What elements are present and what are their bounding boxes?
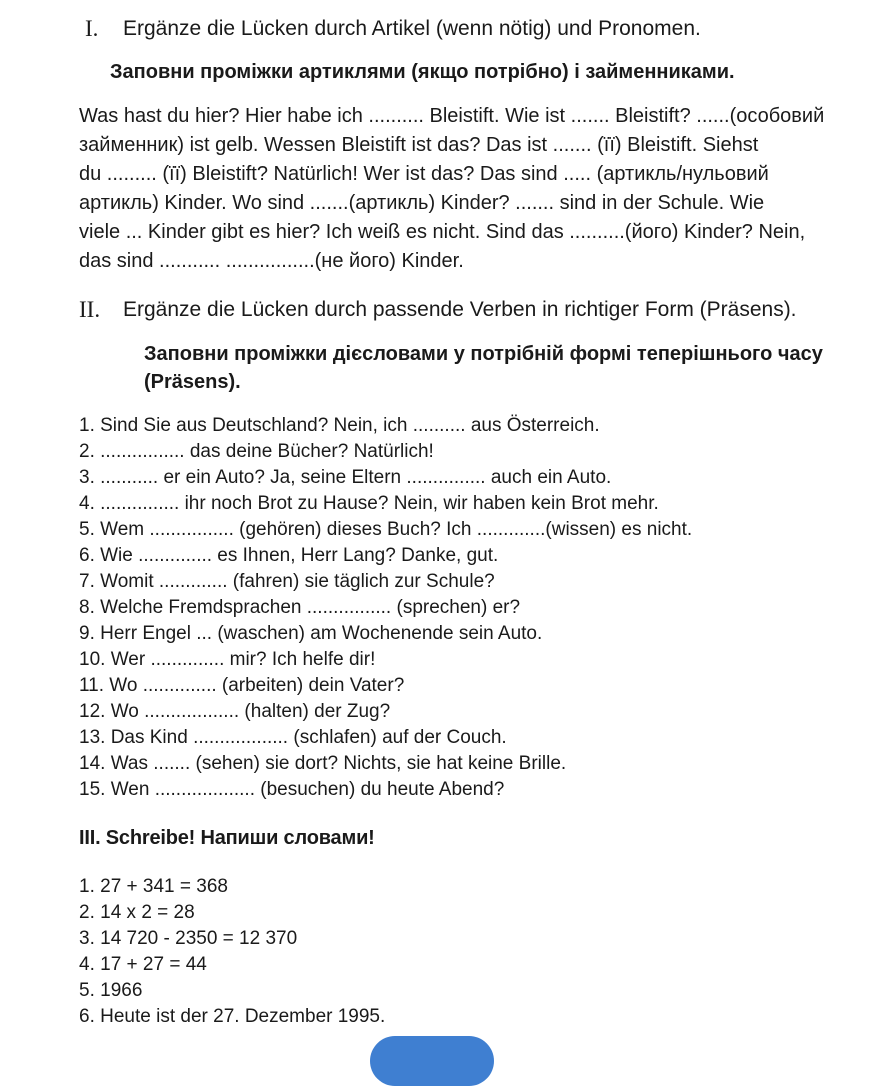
list-item: 4. 17 + 27 = 44 [79,954,207,975]
section-3-title: III. Schreibe! Напиши словами! [79,827,375,849]
list-item: 5. 1966 [79,980,143,1001]
section-1-number: I. [85,16,99,41]
list-item: 12. Wo .................. (halten) der Zug? [79,701,391,722]
paragraph-line: das sind ........... ................(не його) Kinder. [79,250,464,272]
list-item: 4. ............... ihr noch Brot zu Hause? Nein, wir haben kein Brot mehr. [79,493,659,514]
list-item: 1. Sind Sie aus Deutschland? Nein, ich .......... aus Österreich. [79,415,600,436]
section-1-subtitle: Заповни проміжки артиклями (якщо потрібно) і займенниками. [110,61,735,83]
list-item: 6. Wie .............. es Ihnen, Herr Lang? Danke, gut. [79,545,499,566]
section-2-subtitle-line-2: (Präsens). [144,371,241,393]
section-2-subtitle-line-1: Заповни проміжки дієсловами у потрібній формі теперішнього часу [144,343,823,365]
list-item: 3. 14 720 - 2350 = 12 370 [79,928,298,949]
list-item: 14. Was ....... (sehen) sie dort? Nichts, sie hat keine Brille. [79,753,567,774]
paragraph-line: viele ... Kinder gibt es hier? Ich weiß es nicht. Sind das ..........(його) Kinder? Nein, [79,221,806,243]
list-item: 1. 27 + 341 = 368 [79,876,228,897]
list-item: 7. Womit ............. (fahren) sie täglich zur Schule? [79,571,495,592]
section-2-title: Ergänze die Lücken durch passende Verben in richtiger Form (Präsens). [123,298,797,321]
section-2-number: II. [79,297,101,322]
paragraph-line: du ......... (її) Bleistift? Natürlich! Wer ist das? Das sind ..... (артикль/нульовий [79,163,769,185]
list-item: 11. Wo .............. (arbeiten) dein Vater? [79,675,405,696]
paragraph-line: Was hast du hier? Hier habe ich .......... Bleistift. Wie ist ....... Bleistift? ......(особовий [79,105,825,127]
list-item: 13. Das Kind .................. (schlafen) auf der Couch. [79,727,507,748]
list-item: 10. Wer .............. mir? Ich helfe dir! [79,649,376,670]
list-item: 15. Wen ................... (besuchen) du heute Abend? [79,779,505,800]
section-1-title: Ergänze die Lücken durch Artikel (wenn nötig) und Pronomen. [123,17,701,40]
list-item: 2. 14 x 2 = 28 [79,902,195,923]
paragraph-line: займенник) ist gelb. Wessen Bleistift ist das? Das ist ....... (її) Bleistift. Siehst [79,134,759,156]
list-item: 8. Welche Fremdsprachen ................ (sprechen) er? [79,597,521,618]
list-item: 6. Heute ist der 27. Dezember 1995. [79,1006,386,1027]
list-item: 2. ................ das deine Bücher? Natürlich! [79,441,434,462]
list-item: 9. Herr Engel ... (waschen) am Wochenende sein Auto. [79,623,543,644]
paragraph-line: артикль) Kinder. Wo sind .......(артикль) Kinder? ....... sind in der Schule. Wie [79,192,765,214]
section-3-exercise-list [79,874,385,1030]
list-item: 5. Wem ................ (gehören) dieses Buch? Ich .............(wissen) es nicht. [79,519,693,540]
floating-action-button[interactable] [370,1036,494,1086]
section-2-exercise-list [79,413,692,803]
list-item: 3. ........... er ein Auto? Ja, seine Eltern ............... auch ein Auto. [79,467,612,488]
section-1-paragraph [79,102,889,276]
